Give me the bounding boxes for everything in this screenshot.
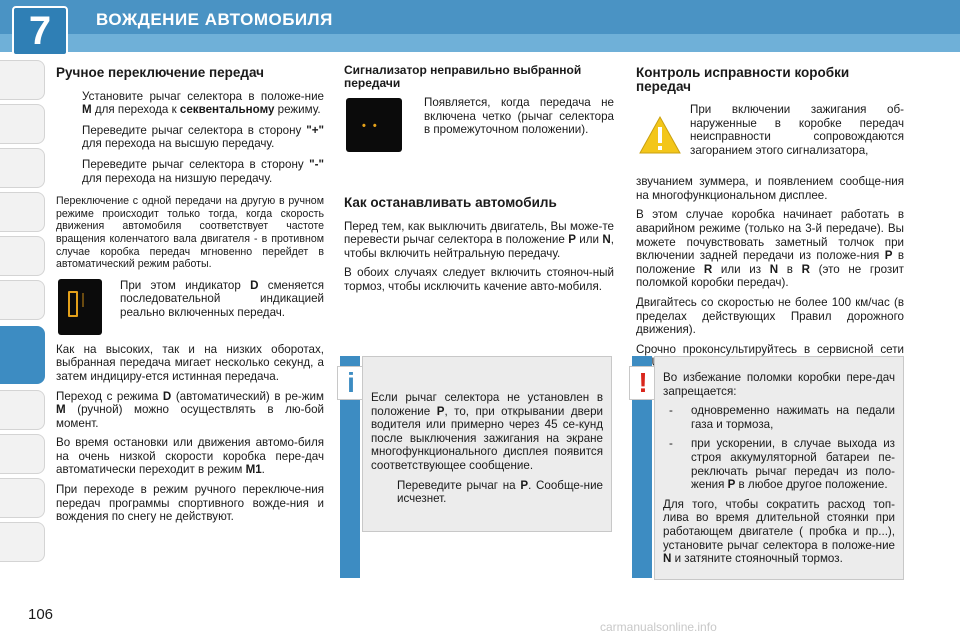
indicator-block: [56, 277, 324, 343]
side-tab-11[interactable]: [0, 522, 45, 562]
bullet-text: Переведите рычаг селектора в сторону: [82, 123, 307, 137]
speed-limit-paragraph: Двигайтесь со скоростью не более 100 км/час (в пределах действующих Правил дорожного движения).: [636, 295, 904, 337]
gear-indicator-icon: [58, 279, 102, 335]
gear-indicator-digit: [68, 291, 78, 317]
bullet-bold: секвентальному: [179, 103, 275, 117]
bullet-item: [56, 158, 324, 185]
low-speed-paragraph: Во время остановки или движения автомо-биля на очень низкой скорости коробка пере-дач автоматически переходит в режим M1.: [56, 436, 324, 477]
info-box: [362, 356, 612, 532]
bullet-text: Установите рычаг селектора в положе-ние: [82, 89, 324, 103]
watermark: carmanualsonline.info: [600, 620, 717, 634]
info-box-bullet: Переведите рычаг на P. Сообще-ние исчезнет.: [397, 478, 603, 506]
wrong-gear-warning-icon: [346, 98, 402, 152]
gearbox-control-heading: Контроль исправности коробки передач: [636, 65, 850, 94]
side-tab-3[interactable]: [0, 148, 45, 188]
service-paragraph: Срочно проконсультируйтесь в сервисной сети: [636, 342, 904, 356]
side-tab-9[interactable]: [0, 434, 45, 474]
stopping-heading: Как останавливать автомобиль: [344, 195, 557, 210]
warning-triangle-icon: [638, 115, 682, 155]
side-tab-6[interactable]: [0, 280, 45, 320]
warning-box: [654, 356, 904, 580]
side-tab-8[interactable]: [0, 390, 45, 430]
page-number: 106: [28, 606, 54, 623]
side-tab-5[interactable]: [0, 236, 45, 276]
indicator-paragraph: При этом индикатор D сменяется последовательной индикацией реально включенных передач.: [120, 278, 324, 319]
bullet-text: для перехода к: [91, 103, 180, 117]
info-box-paragraph: Если рычаг селектора не установлен в положение P, то, при открывании двери водителя или примерно через 45 се-кунд после выключения зажигания на экране многофункционального дисплея появится соответствующее сообщение.: [371, 391, 603, 472]
warning-list-item: - при ускорении, в случае выхода из строя аккумуляторной батареи пе-реключать рычаг передач из поло-жения P в любое другое положение.: [669, 437, 895, 492]
middle-column: [344, 64, 614, 300]
stopping-paragraph-1: Перед тем, как выключить двигатель, Вы може-те перевести рычаг селектора в положение P или N, чтобы включить нейтральную передачу.: [344, 219, 614, 260]
wrong-gear-paragraph: Появляется, когда передача не включена четко (рычаг селектора в промежуточном положении).: [424, 96, 614, 137]
emergency-mode-paragraph: В этом случае коробка начинает работать в аварийном режиме (только на 3-й передаче). Вы можете почувствовать заметный толчок при включении задней передачи из положе-ния P в положение R или из N в R (это не грозит поломкой коробки передач).: [636, 208, 904, 290]
gear-indicator-digit-dim: [82, 293, 88, 307]
bullet-item: [56, 90, 324, 117]
chapter-side-tabs: [0, 60, 46, 580]
bullet-bold: "+": [306, 123, 324, 137]
left-column: [56, 66, 324, 530]
bullet-bold: M: [82, 103, 92, 117]
chapter-title: ВОЖДЕНИЕ АВТОМОБИЛЯ: [96, 10, 333, 29]
bullet-item: [56, 124, 324, 151]
dash-marker: -: [669, 404, 673, 418]
gearbox-warning-continued: звучанием зуммера, и появлением сообще-ния на многофункциональном дисплее.: [636, 175, 904, 202]
side-tab-4[interactable]: [0, 192, 45, 232]
wrong-gear-block: [344, 96, 614, 166]
bullet-text: для перехода на низшую передачу.: [82, 171, 273, 185]
manual-shift-heading: Ручное переключение передач: [56, 65, 264, 80]
side-tab-10[interactable]: [0, 478, 45, 518]
info-icon: i: [337, 366, 365, 400]
gearbox-warning-text: При включении зажигания об-наруженные в коробке передач неисправности сопровождаются загоранием этого сигнализатора,: [690, 103, 904, 157]
chapter-number-badge: 7: [12, 6, 68, 56]
manual-shift-note: Переключение с одной передачи на другую в ручном режиме происходит только тогда, когда скорость движения автомобиля соответствует частоте вращения коленчатого вала двигателя - в противном случае коробка передач мгновенно перейдет в автоматический режим работы.: [56, 195, 324, 271]
exclamation-icon: !: [629, 366, 657, 400]
dash-marker: -: [669, 437, 673, 451]
bullet-bold: "-": [309, 157, 324, 171]
high-rpm-paragraph: Как на высоких, так и на низких оборотах, выбранная передача мигает несколько секунд, а затем индициру-ется истинная передача.: [56, 342, 324, 383]
right-column: [636, 66, 904, 376]
side-tab-active[interactable]: [0, 326, 45, 384]
stopping-paragraph-2: В обоих случаях следует включить стояноч-ный тормоз, чтобы исключить качение авто-мобиля.: [344, 266, 614, 293]
bullet-text: для перехода на высшую передачу.: [82, 137, 275, 151]
wrong-gear-icon-dots: • •: [362, 120, 379, 132]
side-tab-2[interactable]: [0, 104, 45, 144]
warning-box-final: Для того, чтобы сократить расход топ-лива во время длительной стоянки при работающем двигателе ( пробка и пр...), установите рычаг селектора в положе-ние N и затяните стояночный тормоз.: [663, 497, 895, 566]
wrong-gear-heading: Сигнализатор неправильно выбранной передачи: [344, 63, 582, 90]
sport-mode-paragraph: При переходе в режим ручного переключе-ния передач программы спортивного вожде-ния и вождения по снегу не действуют.: [56, 483, 324, 524]
gearbox-warning-block: [636, 103, 904, 175]
warning-box-intro: Во избежание поломки коробки пере-дач запрещается:: [663, 371, 895, 398]
warning-list-item: - одновременно нажимать на педали газа и тормоза,: [669, 404, 895, 431]
side-tab-1[interactable]: [0, 60, 45, 100]
header-band-stripe: [0, 34, 960, 52]
bullet-text: режиму.: [274, 103, 321, 117]
bullet-text: Переведите рычаг селектора в сторону: [82, 157, 310, 171]
mode-switch-paragraph: Переход с режима D (автоматический) в ре-жим M (ручной) можно осуществлять в лю-бой момент.: [56, 389, 324, 430]
